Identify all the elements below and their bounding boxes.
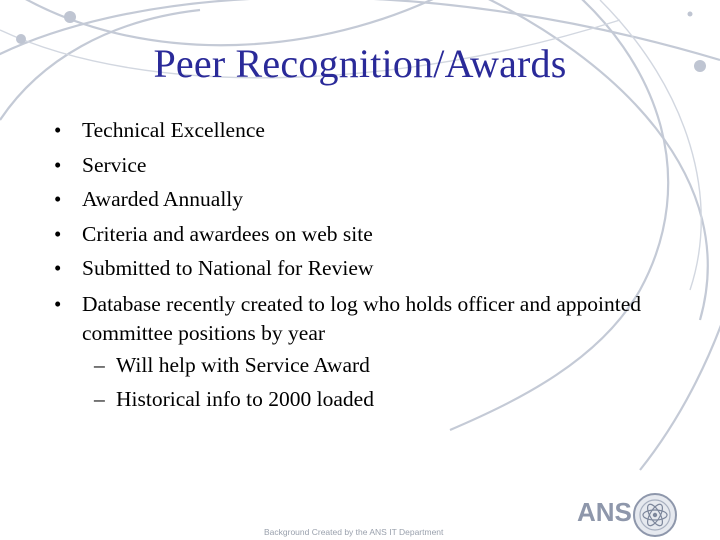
ans-logo-text: ANS bbox=[577, 497, 632, 527]
bullet-text: Database recently created to log who holds officer and appointed committee positions by year bbox=[82, 291, 641, 345]
bullet-text: Criteria and awardees on web site bbox=[82, 221, 373, 246]
bullet-marker: • bbox=[54, 256, 62, 280]
sub-bullet-item bbox=[84, 348, 648, 383]
bullet-text: Awarded Annually bbox=[82, 187, 244, 211]
bullet-text: Submitted to National for Review bbox=[82, 256, 374, 280]
bullet-item bbox=[48, 286, 648, 417]
bullet-marker: • bbox=[54, 118, 62, 142]
sub-bullet-text: Historical info to 2000 loaded bbox=[116, 387, 374, 411]
bullet-marker: • bbox=[54, 152, 62, 177]
bullet-item bbox=[48, 148, 648, 183]
bullet-text: Service bbox=[82, 152, 147, 177]
bullet-item bbox=[48, 182, 648, 217]
bullet-item bbox=[48, 217, 648, 252]
bullet-text: Technical Excellence bbox=[82, 118, 265, 142]
sub-bullet-item bbox=[84, 382, 648, 417]
bullet-marker: • bbox=[54, 187, 62, 211]
sub-bullet-marker: – bbox=[94, 352, 105, 377]
bullet-list bbox=[48, 113, 648, 417]
sub-bullet-marker: – bbox=[94, 387, 105, 411]
bullet-item bbox=[48, 251, 648, 286]
ans-seal-icon bbox=[628, 492, 682, 538]
sub-bullet-list bbox=[82, 348, 648, 417]
slide-title: Peer Recognition/Awards bbox=[153, 41, 567, 86]
sub-bullet-text: Will help with Service Award bbox=[116, 352, 370, 377]
bullet-marker: • bbox=[54, 291, 62, 316]
bullet-marker: • bbox=[54, 221, 62, 246]
bullet-item bbox=[48, 113, 648, 148]
background-credit: Background Created by the ANS IT Department bbox=[264, 527, 444, 537]
